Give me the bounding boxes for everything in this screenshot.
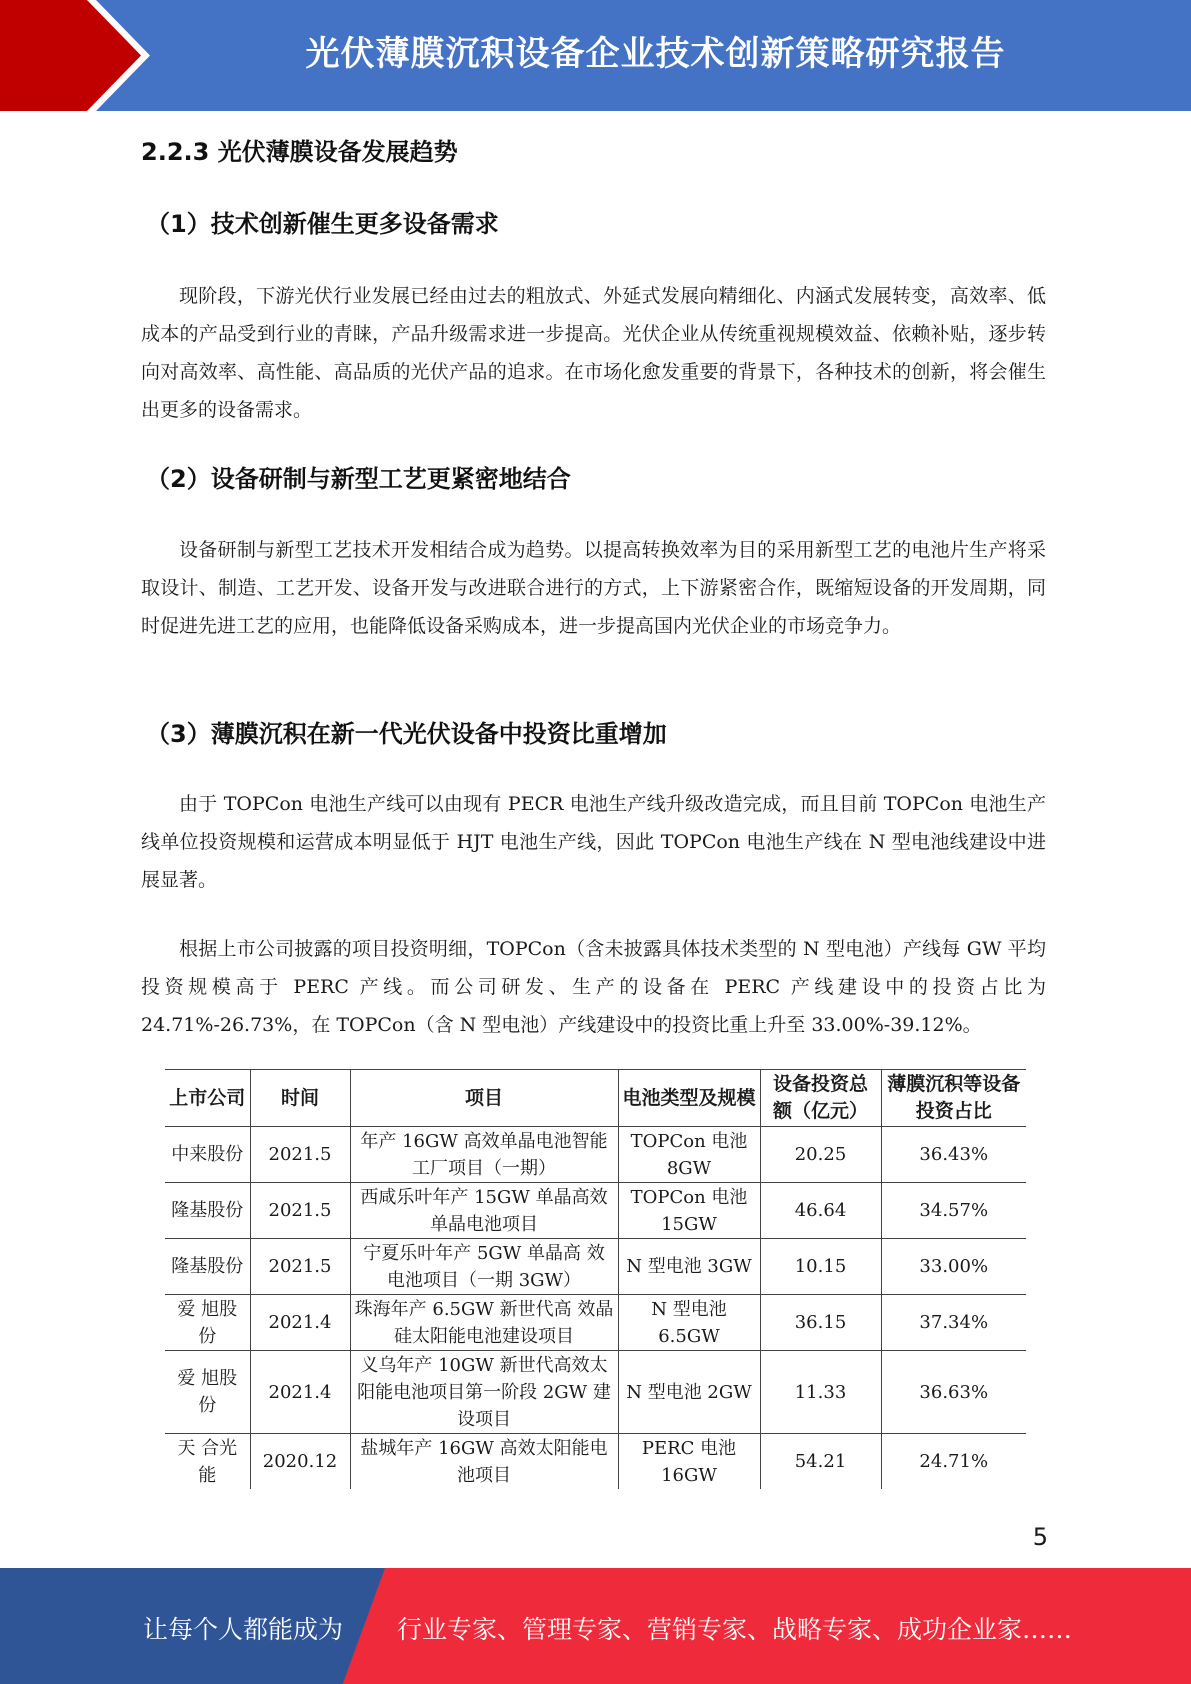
section-heading: 2.2.3 光伏薄膜设备发展趋势 xyxy=(141,138,458,166)
cell-time: 2021.4 xyxy=(250,1295,350,1351)
cell-cell-type: PERC 电池 16GW xyxy=(618,1434,760,1490)
investment-table xyxy=(165,1069,1026,1489)
col-header-company: 上市公司 xyxy=(165,1070,250,1127)
cell-ratio: 33.00% xyxy=(881,1239,1026,1295)
cell-project: 珠海年产 6.5GW 新世代高 效晶硅太阳能电池建设项目 xyxy=(350,1295,618,1351)
paragraph-4: 根据上市公司披露的项目投资明细，TOPCon（含未披露具体技术类型的 N 型电池）产线每 GW 平均投资规模高于 PERC 产线。而公司研发、生产的设备在 PERC 产线建设中的投资占比为 24.71%-26.73%，在 TOPCon（含 N 型电池）产线建设中的投资比重上升至 33.00%-39.12%。 xyxy=(141,938,1046,1036)
cell-company: 爱 旭股份 xyxy=(165,1351,250,1434)
cell-investment: 54.21 xyxy=(760,1434,881,1490)
cell-cell-type: TOPCon 电池 8GW xyxy=(618,1127,760,1183)
cell-project: 年产 16GW 高效单晶电池智能工厂项目（一期） xyxy=(350,1127,618,1183)
table-row xyxy=(165,1351,1026,1434)
cell-ratio: 34.57% xyxy=(881,1183,1026,1239)
cell-cell-type: TOPCon 电池 15GW xyxy=(618,1183,760,1239)
page-number: 5 xyxy=(1032,1523,1048,1551)
cell-ratio: 24.71% xyxy=(881,1434,1026,1490)
paragraph-2: 设备研制与新型工艺技术开发相结合成为趋势。以提高转换效率为目的采用新型工艺的电池片生产将采取设计、制造、工艺开发、设备开发与改进联合进行的方式，上下游紧密合作，既缩短设备的开发周期，同时促进先进工艺的应用，也能降低设备采购成本，进一步提高国内光伏企业的市场竞争力。 xyxy=(141,539,1046,637)
cell-ratio: 37.34% xyxy=(881,1295,1026,1351)
subsection-heading-3: （3）薄膜沉积在新一代光伏设备中投资比重增加 xyxy=(146,720,667,748)
table-row xyxy=(165,1239,1026,1295)
cell-project: 西咸乐叶年产 15GW 单晶高效单晶电池项目 xyxy=(350,1183,618,1239)
cell-investment: 20.25 xyxy=(760,1127,881,1183)
table-row xyxy=(165,1127,1026,1183)
page-header xyxy=(0,0,1191,111)
cell-company: 隆基股份 xyxy=(165,1183,250,1239)
cell-ratio: 36.63% xyxy=(881,1351,1026,1434)
paragraph-3: 由于 TOPCon 电池生产线可以由现有 PECR 电池生产线升级改造完成，而且目前 TOPCon 电池生产线单位投资规模和运营成本明显低于 HJT 电池生产线，因此 TOPCon 电池生产线在 N 型电池线建设中进展显著。 xyxy=(141,793,1046,891)
col-header-cell-type: 电池类型及规模 xyxy=(618,1070,760,1127)
table-row xyxy=(165,1183,1026,1239)
col-header-ratio: 薄膜沉积等设备投资占比 xyxy=(881,1070,1026,1127)
cell-investment: 10.15 xyxy=(760,1239,881,1295)
cell-time: 2020.12 xyxy=(250,1434,350,1490)
cell-time: 2021.5 xyxy=(250,1183,350,1239)
table-header-row xyxy=(165,1070,1026,1127)
cell-investment: 36.15 xyxy=(760,1295,881,1351)
cell-company: 隆基股份 xyxy=(165,1239,250,1295)
cell-company: 爱 旭股份 xyxy=(165,1295,250,1351)
footer-slogan-right: 行业专家、管理专家、营销专家、战略专家、成功企业家…… xyxy=(397,1615,1073,1644)
cell-project: 盐城年产 16GW 高效太阳能电池项目 xyxy=(350,1434,618,1490)
report-title: 光伏薄膜沉积设备企业技术创新策略研究报告 xyxy=(305,34,1006,74)
cell-cell-type: N 型电池 6.5GW xyxy=(618,1295,760,1351)
col-header-time: 时间 xyxy=(250,1070,350,1127)
cell-cell-type: N 型电池 2GW xyxy=(618,1351,760,1434)
page-footer xyxy=(0,1568,1191,1684)
cell-time: 2021.5 xyxy=(250,1239,350,1295)
footer-slogan-left: 让每个人都能成为 xyxy=(143,1615,344,1644)
col-header-project: 项目 xyxy=(350,1070,618,1127)
table-row xyxy=(165,1434,1026,1490)
cell-company: 天 合光能 xyxy=(165,1434,250,1490)
cell-project: 宁夏乐叶年产 5GW 单晶高 效电池项目（一期 3GW） xyxy=(350,1239,618,1295)
cell-project: 义乌年产 10GW 新世代高效太阳能电池项目第一阶段 2GW 建设项目 xyxy=(350,1351,618,1434)
cell-time: 2021.5 xyxy=(250,1127,350,1183)
subsection-heading-2: （2）设备研制与新型工艺更紧密地结合 xyxy=(146,465,571,493)
cell-cell-type: N 型电池 3GW xyxy=(618,1239,760,1295)
paragraph-1: 现阶段，下游光伏行业发展已经由过去的粗放式、外延式发展向精细化、内涵式发展转变，高效率、低成本的产品受到行业的青睐，产品升级需求进一步提高。光伏企业从传统重视规模效益、依赖补贴，逐步转向对高效率、高性能、高品质的光伏产品的追求。在市场化愈发重要的背景下，各种技术的创新，将会催生出更多的设备需求。 xyxy=(141,285,1046,421)
cell-investment: 11.33 xyxy=(760,1351,881,1434)
cell-investment: 46.64 xyxy=(760,1183,881,1239)
col-header-investment: 设备投资总额（亿元） xyxy=(760,1070,881,1127)
cell-company: 中来股份 xyxy=(165,1127,250,1183)
subsection-heading-1: （1）技术创新催生更多设备需求 xyxy=(146,210,499,238)
table-row xyxy=(165,1295,1026,1351)
cell-ratio: 36.43% xyxy=(881,1127,1026,1183)
header-red-arrow xyxy=(0,0,150,111)
cell-time: 2021.4 xyxy=(250,1351,350,1434)
